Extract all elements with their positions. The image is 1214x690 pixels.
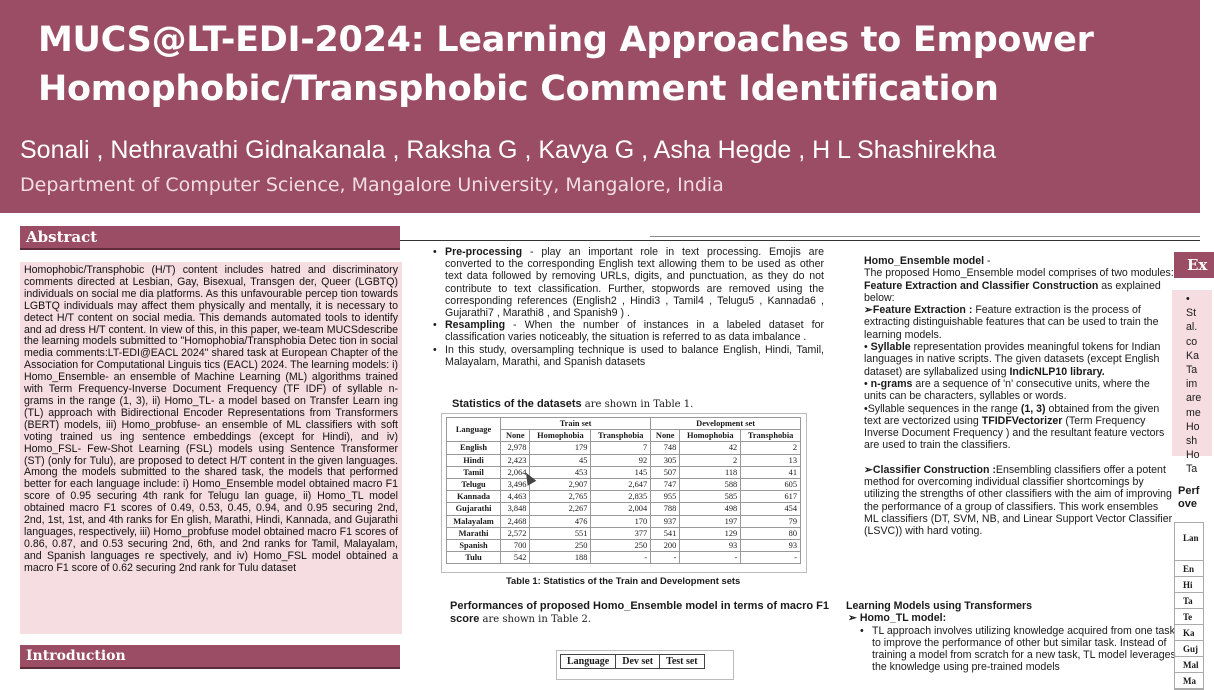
table2 [560,654,705,669]
table1-value-cell: 2,572 [501,527,530,539]
table1-row [447,503,801,515]
table1-value-cell: 250 [530,539,591,551]
experiments-line: sh [1186,435,1198,448]
table1-value-cell: 2,064 [501,466,530,478]
heading-dash: - [984,255,991,267]
col-language: Language [447,418,501,442]
table1-row [447,478,801,490]
title-line-1: MUCS@LT-EDI-2024: Learning Approaches to Empower [38,20,1094,60]
table1-value-cell: 45 [530,454,591,466]
table1-value-cell: 118 [680,466,741,478]
table1-language-cell: Telugu [447,478,501,490]
table1-value-cell: 498 [680,503,741,515]
perf-caption [450,600,830,626]
table1-value-cell: 2 [741,442,801,454]
learning-models-heading: Learning Models using Transformers [846,600,1033,612]
seq-c: (Term Frequency Inverse Document Frequency ) and the resultant feature vectors are used to train the classifiers. [864,414,1165,452]
table1-value-cell: 188 [530,552,591,564]
stats-caption-rest: are shown in Table 1. [581,399,694,410]
preprocessing-list [432,246,824,368]
seq-vec: TFIDFVectorizer [981,414,1063,427]
table1-value-cell: 377 [591,527,651,539]
table1-row [447,539,801,551]
experiments-line: Ka [1186,349,1199,362]
table1-value-cell: 588 [680,478,741,490]
seq-b: obtained from the given text are vectorized using [864,402,1160,427]
table1-value-cell: 2 [680,454,741,466]
table1-value-cell: 79 [741,515,801,527]
far-table-row: Guj [1175,641,1203,657]
far-table-row: Lan [1175,523,1203,561]
spacer [864,452,1174,464]
experiments-line: Ta [1186,463,1198,476]
table1-value-cell: 2,004 [591,503,651,515]
table1-language-cell: Tulu [447,552,501,564]
table1-value-cell: 13 [741,454,801,466]
preprocessing-text: - play an important role in text processing. Emojis are converted to the corresponding English text allowing them to be used as other text data followed by removing URLs, digits, and punctuation, as they do not contribute to text classification. Further, stopwords are removed using the corresponding references (English2 , Hindi3 , Tamil4 , Telugu5 , Kannada6 , Gujarathi7 , Marathi8 , and Spanish9 ) . [445,246,824,320]
table1-value-cell: 507 [651,466,680,478]
table1-language-cell: Marathi [447,527,501,539]
table1-row [447,466,801,478]
table1-subheader-row [447,430,801,442]
syl-label: Syllable [870,341,911,354]
table1-value-cell: 2,267 [530,503,591,515]
table1-value-cell: 453 [530,466,591,478]
far-perf-line2: ove [1178,498,1197,510]
experiments-heading: Ex [1174,252,1214,278]
table1-value-cell: 542 [501,552,530,564]
experiments-line: me [1186,406,1201,419]
oversampling-item: • In this study, oversampling technique is used to balance English, Hindi, Tamil, Malayalam, Marathi, and Spanish datasets [432,344,824,368]
introduction-heading: Introduction [20,645,400,669]
table1-value-cell: - [591,552,651,564]
col-transphobia: Transphobia [591,430,651,442]
table1-value-cell: - [680,552,741,564]
col-none: None [651,430,680,442]
table1-value-cell: 305 [651,454,680,466]
table1-row [447,515,801,527]
table1-value-cell: 747 [651,478,680,490]
table1-value-cell: 585 [680,491,741,503]
intro-a: The proposed Homo_Ensemble model comprises of two modules: [864,267,1174,280]
far-table-row: Mal [1175,657,1203,673]
classifier-construction [864,464,1174,538]
perf-caption-rest: are shown in Table 2. [479,614,592,625]
title-line-2: Homophobic/Transphobic Comment Identification [38,69,999,109]
col-dev: Development set [651,418,801,430]
table1-value-cell: 179 [530,442,591,454]
table1-language-cell: Hindi [447,454,501,466]
homo-tl-heading: ➢ Homo_TL model: [848,612,947,625]
homo-tl-list [846,625,1176,674]
table1-value-cell: 7 [591,442,651,454]
table1-value-cell: 200 [651,539,680,551]
far-table-row: Te [1175,609,1203,625]
homo-ensemble-heading [864,255,1174,267]
table1-language-cell: English [447,442,501,454]
table1-value-cell: 2,765 [530,491,591,503]
table1-value-cell: 129 [680,527,741,539]
perf-caption-bold: Performances of proposed Homo_Ensemble model in terms of macro F1 score [450,600,829,625]
header-divider [650,236,1200,237]
table1-value-cell: 197 [680,515,741,527]
preprocessing-label: Pre-processing [445,246,523,258]
table1-value-cell: 788 [651,503,680,515]
table1-value-cell: - [651,552,680,564]
ngram-text: are a sequence of 'n' consecutive units, where the units can be characters, syllables or words. [864,377,1150,403]
resampling-text: - When the number of instances in a labeled dataset for classification varies noticeably, the situation is referred to as data imbalance . [445,319,824,344]
table1 [446,417,801,564]
table1-value-cell: 80 [741,527,801,539]
experiments-line: are [1186,392,1202,405]
table1-value-cell: 170 [591,515,651,527]
table1-language-cell: Malayalam [447,515,501,527]
col-train: Train set [501,418,651,430]
fe-label: ➢Feature Extraction : [864,304,973,317]
table1-value-cell: 551 [530,527,591,539]
ngram-label: n-grams [870,377,913,390]
syllable-item: • Syllable representation provides meaningful tokens for Indian languages in native scripts. The given datasets (except English dataset) are syllabalized using IndicNLP10 library. [864,341,1161,378]
table1-value-cell: 955 [651,491,680,503]
table1-value-cell: 2,907 [530,478,591,490]
intro-bold: Feature Extraction and Classifier Construction [864,279,1099,292]
abstract-text: Homophobic/Transphobic (H/T) content includes hatred and discriminatory comments directed at Lesbian, Gay, Bisexual, Transgen der, Queer (LGBTQ) individuals on social me dia platforms. As this unfavourable percep tion towards LGBTQ individuals may affect them physically and mentally, it is necessary to detect H/T content on social media. This demands automated tools to identify and ad dress H/T content. In view of this, in this paper, we-team MUCSdescribe the learning models submitted to "Homophobia/Transphobia Detec tion in social media comments:LT-EDI@EACL 2024" shared task at European Chapter of the Association for Computational Linguis tics (EACL) 2024. The learning models: i) Homo_Ensemble- an ensemble of Machine Learning (ML) algorithms trained with Term Frequency-Inverse Document Frequency (TF IDF) of syllable n-grams in the range (1, 3), ii) Homo_TL- a model based on Transfer Learn ing (TL) approach with Bidirectional Encoder Representations from Transformers (BERT) models, iii) Homo_probfuse- an ensemble of ML classifiers with soft voting trained us ing sentence embeddings (except for Hindi), and iv) Homo_FSL- Few-Shot Learning (FSL) models using Sentence Transformer (ST) (only for Tulu), are proposed to detect H/T content in the given languages. Among the models submitted to the shared task, the models that performed better for each language include: i) Homo_Ensemble model obtained macro F1 score of 0.95 securing 4th rank for Telugu lan guage, ii) Homo_TL model obtained macro F1 scores of 0.49, 0.53, 0.45, 0.94, and 0.95 securing 2nd, 2nd, 1st, 1st, and 4th ranks for En glish, Marathi, Hindi, Kannada, and Gujarathi languages, respectively, iii) Homo_probfuse model obtained macro F1 scores of 0.86, 0.87, and 0.53 securing 2nd, 6th, and 2nd ranks for Tamil, Malayalam, and Spanish languages re spectively, and iv) Homo_FSL model obtained a macro F1 score of 0.62 securing 2nd rank for Tulu dataset [24,264,398,574]
table1-header-row [447,418,801,430]
seq-range: (1, 3) [1020,402,1046,415]
abstract-heading: Abstract [20,226,400,250]
far-table-row: En [1175,561,1203,577]
table1-language-cell: Gujarathi [447,503,501,515]
table1-value-cell: 4,463 [501,491,530,503]
experiments-line: Ho [1186,449,1200,462]
table1-language-cell: Spanish [447,539,501,551]
table1-value-cell: 3,496 [501,478,530,490]
table1-value-cell: 454 [741,503,801,515]
table1-value-cell: 93 [741,539,801,551]
table1-language-cell: Kannada [447,491,501,503]
table1-caption: Table 1: Statistics of the Train and Development sets [506,575,741,586]
experiments-line: • St [1186,293,1197,320]
feature-extraction [864,304,1174,341]
table1-value-cell: 605 [741,478,801,490]
sequence-item: •Syllable sequences in the range (1, 3) obtained from the given text are vectorized using TFIDFVectorizer (Term Frequency Inverse Document Frequency ) and the resultant feature vectors are used to train the classifiers. [864,402,1165,452]
table1-value-cell: 700 [501,539,530,551]
stats-caption [452,398,693,410]
stats-caption-bold: Statistics of the datasets [452,398,582,410]
table1-row [447,454,801,466]
table1-value-cell: 476 [530,515,591,527]
table1-value-cell: 2,423 [501,454,530,466]
resampling-label: Resampling [445,319,506,332]
intro-b: as explained below: [864,279,1161,304]
seq-a: Syllable sequences in the range [867,402,1021,415]
far-table [1174,522,1204,690]
ngram-item: • n-grams are a sequence of 'n' consecutive units, where the units can be characters, syllables or words. [864,377,1150,403]
table2-col-language: Language [561,655,616,669]
table1-value-cell: 937 [651,515,680,527]
table1-value-cell: 2,468 [501,515,530,527]
table1-value-cell: 3,848 [501,503,530,515]
far-perf-caption [1178,485,1199,511]
table1-value-cell: 42 [680,442,741,454]
experiments-line: co [1186,335,1198,348]
table1-row [447,552,801,564]
far-table-row: Ka [1175,625,1203,641]
homo-ensemble-title: Homo_Ensemble model [864,255,985,267]
table1-value-cell: 748 [651,442,680,454]
fe-text: Feature extraction is the process of extracting distinguishable features that can be used to train the learning models. [864,304,1159,341]
experiments-line: im [1186,378,1198,391]
experiments-line: Ta [1186,364,1198,377]
table2-col-dev: Dev set [616,655,660,669]
cc-text: Ensembling classifiers offer a potent method for overcoming individual classifier shortcomings by utilizing the strengths of other classifiers with the aim of improving the performance of a group of classifiers. This work ensembles ML classifiers (DT, SVM, NB, and Linear Support Vector Classifier (LSVC)) with hard voting. [864,463,1173,538]
table1-value-cell: 93 [680,539,741,551]
resampling-item [432,319,824,343]
far-table-row: Ta [1175,593,1203,609]
table1-value-cell: 145 [591,466,651,478]
table1-language-cell: Tamil [447,466,501,478]
experiments-line: Ho [1186,420,1200,433]
table1-value-cell: 250 [591,539,651,551]
author-list: Sonali , Nethravathi Gidnakanala , Raksha G , Kavya G , Asha Hegde , H L Shashirekha [20,136,997,164]
table1-value-cell: - [741,552,801,564]
homo-tl-text: • TL approach involves utilizing knowledge acquired from one task to improve the performance of other but similar task. Instead of training a model from scratch for a new task, TL model leverages the knowledge using pre-trained models [846,625,1176,674]
table1-value-cell: 2,647 [591,478,651,490]
table1-value-cell: 2,978 [501,442,530,454]
table1-row [447,527,801,539]
experiments-line: al. [1186,321,1198,334]
table1-body [447,442,801,564]
syl-lib: IndicNLP10 library. [1009,365,1105,378]
table1-value-cell: 2,835 [591,491,651,503]
col-transphobia: Transphobia [741,430,801,442]
homo-ensemble-intro [864,267,1174,304]
syl-text: representation provides meaningful tokens for Indian languages in native scripts. The given datasets (except English dataset) are syllabalized using [864,341,1161,378]
abstract-box [20,262,402,634]
table2-col-test: Test set [660,655,705,669]
cc-label: ➢Classifier Construction : [864,463,996,476]
col-none: None [501,430,530,442]
table1-row [447,442,801,454]
col-homophobia: Homophobia [680,430,741,442]
homo-ensemble-section [864,255,1174,538]
far-table-row: Hi [1175,577,1203,593]
section-divider [400,240,1200,241]
learning-models-section [846,600,1176,674]
table1-value-cell: 41 [741,466,801,478]
affiliation: Department of Computer Science, Mangalore University, Mangalore, India [20,174,724,196]
poster-title [38,16,1188,114]
table1-value-cell: 92 [591,454,651,466]
far-table-row: Ma [1175,673,1203,689]
col-homophobia: Homophobia [530,430,591,442]
table2-header-row [561,655,705,669]
experiments-text [1186,292,1201,477]
preprocessing-item [432,246,824,319]
table1-value-cell: 541 [651,527,680,539]
table1-value-cell: 617 [741,491,801,503]
far-perf-line1: Perf [1178,485,1200,497]
table1-row [447,491,801,503]
